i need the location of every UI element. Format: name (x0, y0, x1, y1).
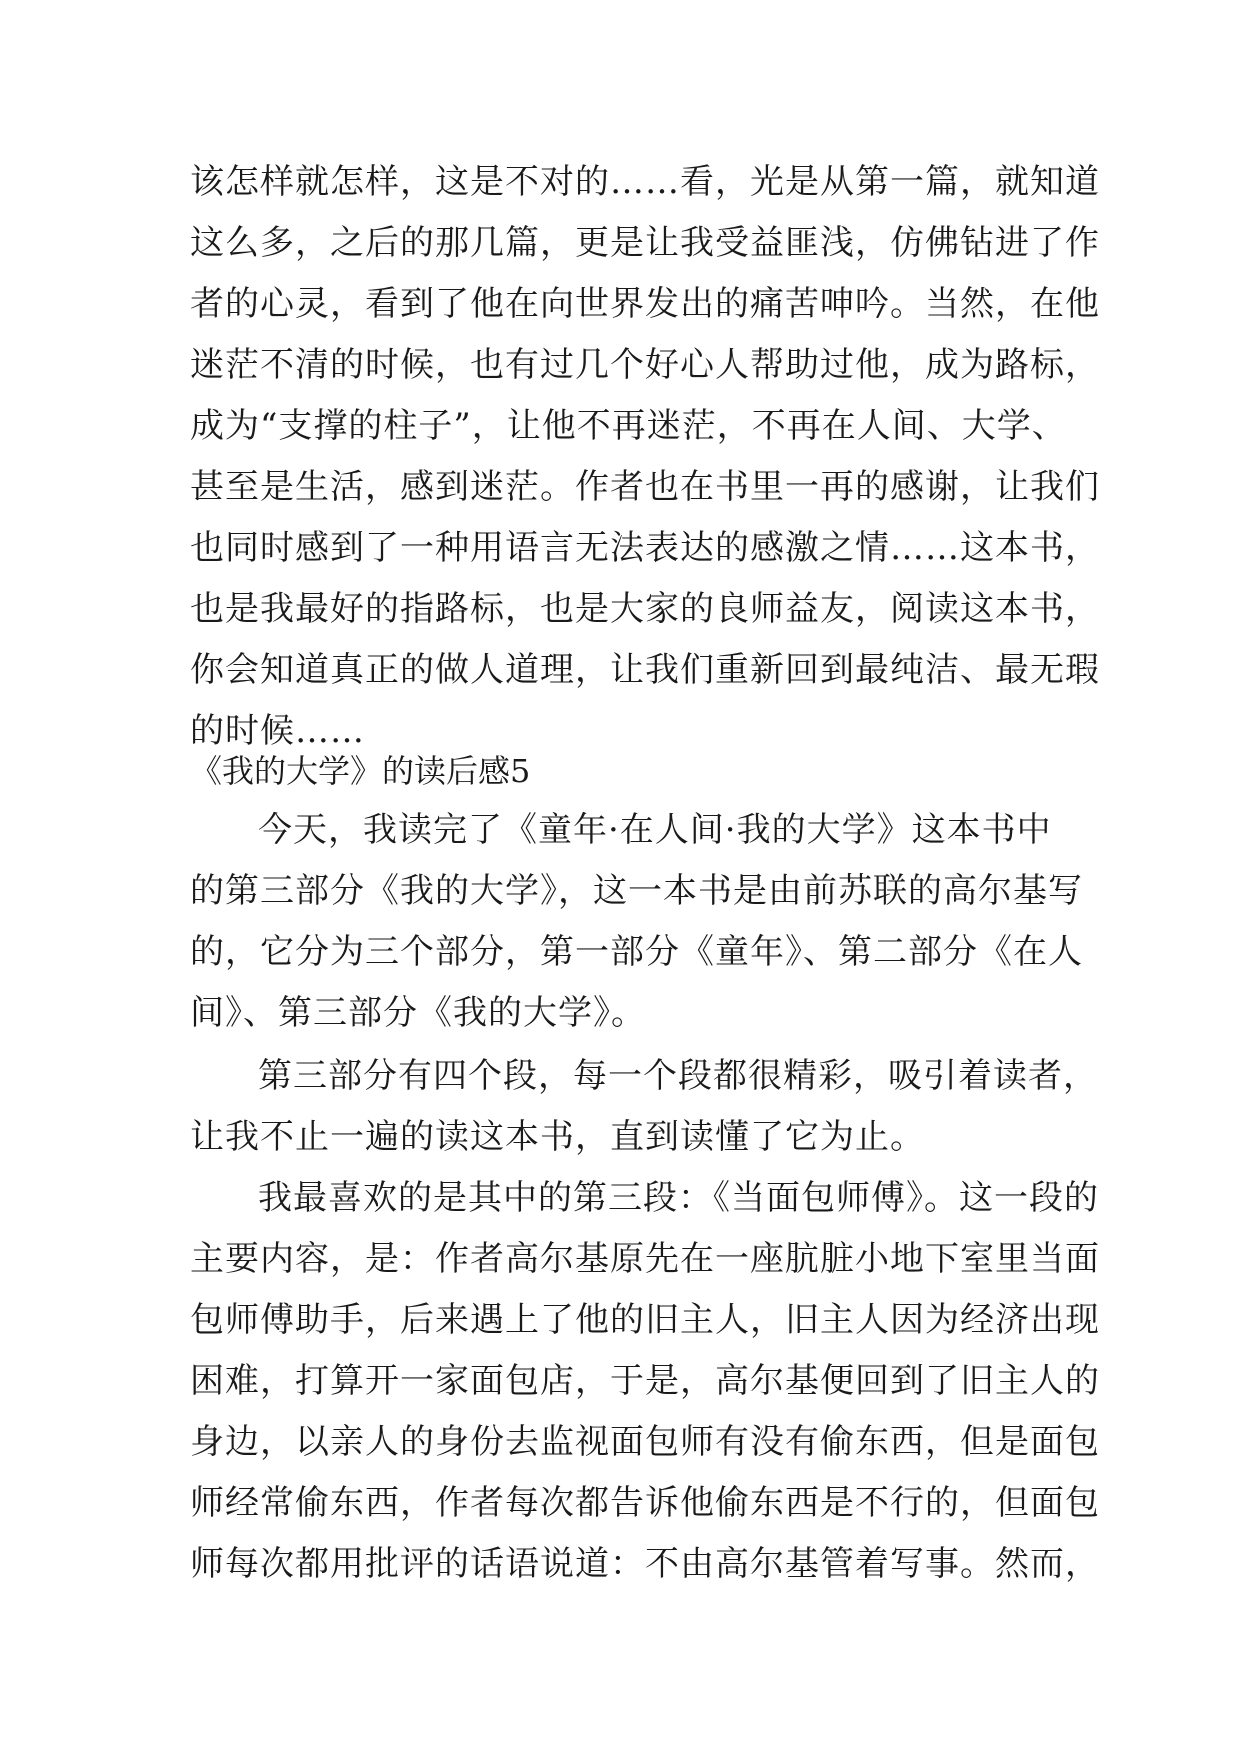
text-line: 你会知道真正的做人道理，让我们重新回到最纯洁、最无瑕 (190, 650, 1100, 690)
text-line: 间》、第三部分《我的大学》。 (190, 993, 646, 1033)
text-line: 者的心灵，看到了他在向世界发出的痛苦呻吟。当然，在他 (190, 284, 1100, 324)
continuation-paragraph (190, 152, 1100, 762)
text-line: 我最喜欢的是其中的第三段：《当面包师傅》。这一段的 (258, 1178, 1099, 1218)
text-line: 也是我最好的指路标，也是大家的良师益友，阅读这本书， (190, 589, 1100, 629)
text-line: 的时候…… (190, 711, 365, 751)
paragraph-1 (190, 800, 1083, 1044)
text-line: 的第三部分《我的大学》，这一本书是由前苏联的高尔基写 (190, 871, 1083, 911)
text-line: 迷茫不清的时候，也有过几个好心人帮助过他，成为路标， (190, 345, 1100, 385)
text-line: 成为“支撑的柱子”，让他不再迷茫，不再在人间、大学、 (190, 406, 1067, 446)
paragraph-3 (190, 1168, 1100, 1595)
text-line: 该怎样就怎样，这是不对的……看，光是从第一篇，就知道 (190, 162, 1100, 202)
paragraph-2 (190, 1046, 1098, 1168)
text-line: 第三部分有四个段，每一个段都很精彩，吸引着读者， (258, 1056, 1098, 1096)
text-line: 的，它分为三个部分，第一部分《童年》、第二部分《在人 (190, 932, 1083, 972)
text-line: 这么多，之后的那几篇，更是让我受益匪浅，仿佛钻进了作 (190, 223, 1100, 263)
text-line: 也同时感到了一种用语言无法表达的感激之情……这本书， (190, 528, 1100, 568)
text-line: 甚至是生活，感到迷茫。作者也在书里一再的感谢，让我们 (190, 467, 1100, 507)
section-heading: 《我的大学》的读后感5 (190, 752, 531, 790)
text-line: 师每次都用批评的话语说道：不由高尔基管着写事。然而， (190, 1544, 1100, 1584)
text-line: 包师傅助手，后来遇上了他的旧主人，旧主人因为经济出现 (190, 1300, 1100, 1340)
text-line: 让我不止一遍的读这本书，直到读懂了它为止。 (190, 1117, 925, 1157)
text-line: 身边，以亲人的身份去监视面包师有没有偷东西，但是面包 (190, 1422, 1100, 1462)
text-line: 主要内容，是：作者高尔基原先在一座肮脏小地下室里当面 (190, 1239, 1100, 1279)
text-line: 今天，我读完了《童年·在人间·我的大学》这本书中 (258, 810, 1052, 850)
text-line: 师经常偷东西，作者每次都告诉他偷东西是不行的，但面包 (190, 1483, 1100, 1523)
text-line: 困难，打算开一家面包店，于是，高尔基便回到了旧主人的 (190, 1361, 1100, 1401)
